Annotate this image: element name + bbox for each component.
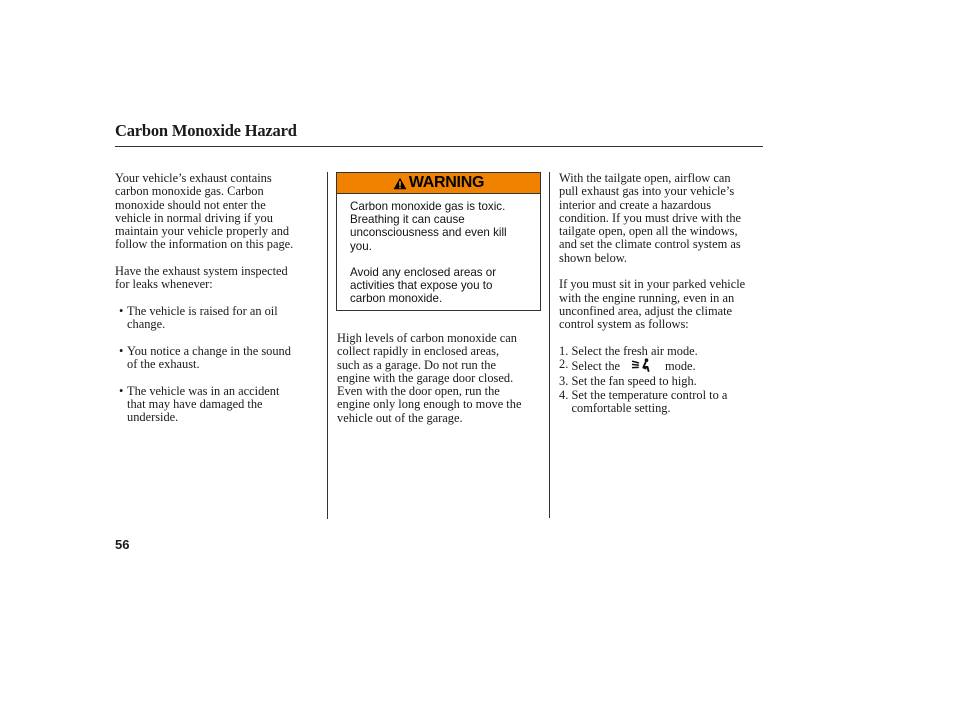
warning-toxic-text: Carbon monoxide gas is toxic. Breathing it can cause unconsciousness and even kill you.: [350, 200, 507, 253]
garage-paragraph: High levels of carbon monoxide can collect rapidly in enclosed areas, such as a garage. Do not run the engine with the garage door closed. Even with the door open, run the engine only long enough to move the vehicle out of the garage.: [337, 331, 522, 425]
list-item: [115, 345, 320, 372]
column-divider-right: [549, 172, 550, 518]
inspection-list: [115, 305, 320, 425]
list-item: [559, 389, 769, 416]
step-number: 2.: [559, 357, 569, 372]
warning-header: [337, 173, 540, 194]
list-item: [559, 358, 769, 375]
list-item-text: The vehicle was in an accident that may have damaged the underside.: [127, 383, 280, 425]
tailgate-paragraph: With the tailgate open, airflow can pull exhaust gas into your vehicle’s interior and create a hazardous condition. If you must drive with the tailgate open, open all the windows, and set the climate control system as shown below.: [559, 171, 742, 265]
inspection-paragraph: Have the exhaust system inspected for leaks whenever:: [115, 264, 288, 292]
bullet-symbol: •: [119, 303, 124, 318]
column-left: [115, 172, 320, 438]
column-right: [559, 172, 769, 415]
column-divider-left: [327, 172, 328, 519]
step-number: 1.: [559, 343, 569, 358]
warning-body: [337, 194, 540, 306]
list-item: [559, 375, 769, 388]
step-text-pre: Select the: [571, 359, 621, 374]
list-item: [115, 305, 320, 332]
page-number: 56: [115, 537, 130, 552]
step-text: Select the fresh air mode.: [571, 343, 698, 358]
page-title: Carbon Monoxide Hazard: [115, 121, 297, 140]
list-item-text: You notice a change in the sound of the exhaust.: [127, 343, 291, 372]
bullet-symbol: •: [119, 343, 124, 358]
step-text: Set the fan speed to high.: [571, 374, 697, 389]
warning-heading: WARNING: [408, 174, 485, 191]
list-item-text: The vehicle is raised for an oil change.: [127, 303, 278, 332]
parked-vehicle-paragraph: If you must sit in your parked vehicle with the engine running, even in an unconfined area, adjust the climate control system as follows:: [559, 277, 746, 332]
title-rule: [115, 146, 763, 147]
step-number: 4.: [559, 387, 569, 402]
warning-box: [336, 172, 541, 311]
bullet-symbol: •: [119, 383, 124, 398]
exhaust-intro-paragraph: Your vehicle’s exhaust contains carbon monoxide gas. Carbon monoxide should not enter the vehicle in normal driving if you maintain your vehicle properly and follow the information on this page.: [115, 171, 294, 252]
warning-avoid-text: Avoid any enclosed areas or activities that expose you to carbon monoxide.: [350, 266, 497, 306]
step-text-post: mode.: [665, 359, 696, 374]
column-middle-text: [337, 332, 547, 425]
step-number: 3.: [559, 374, 569, 389]
list-item: [559, 345, 769, 358]
warning-triangle-icon: [393, 177, 407, 190]
list-item: [115, 385, 320, 425]
vent-mode-icon: [631, 358, 651, 375]
climate-steps-list: [559, 345, 769, 415]
step-text: Set the temperature control to a comfortable setting.: [571, 387, 728, 416]
